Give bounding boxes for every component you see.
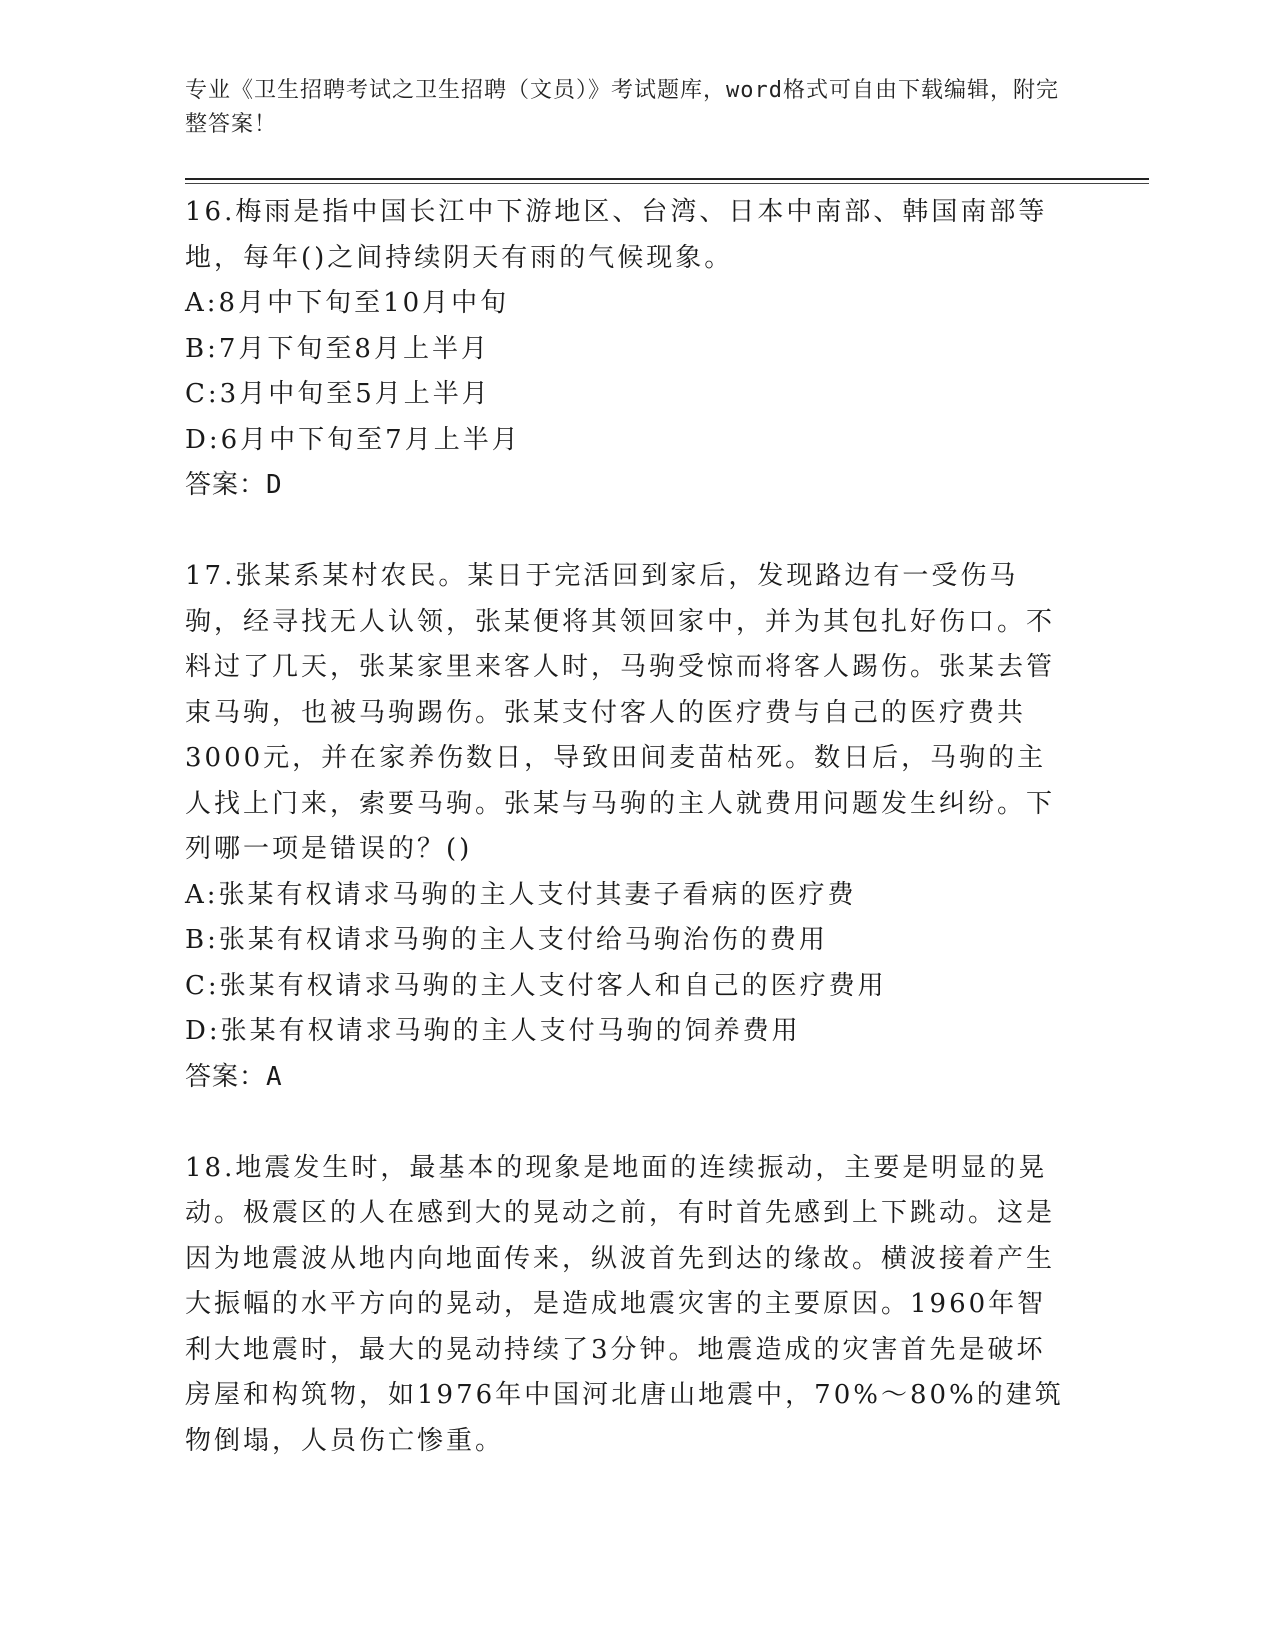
option-c: C:张某有权请求马驹的主人支付客人和自己的医疗费用 (185, 970, 887, 1001)
question-text: 16.梅雨是指中国长江中下游地区、台湾、日本中南部、韩国南部等地，每年()之间持续阴天有雨的气候现象。 (185, 197, 1048, 273)
option-c: C:3月中旬至5月上半月 (185, 379, 491, 409)
answer-line: 答案：A (185, 1061, 283, 1092)
option-d: D:张某有权请求马驹的主人支付马驹的饲养费用 (185, 1016, 801, 1046)
document-header: 专业《卫生招聘考试之卫生招聘（文员）》考试题库，word格式可自由下载编辑，附完整答案！ (185, 78, 1059, 137)
option-d: D:6月中下旬至7月上半月 (185, 424, 521, 455)
option-a: A:8月中下旬至10月中旬 (185, 288, 510, 318)
question-block-16 (185, 190, 1065, 509)
question-block-17 (185, 554, 1065, 1100)
question-text: 18.地震发生时，最基本的现象是地面的连续振动，主要是明显的晃动。极震区的人在感到大的晃动之前，有时首先感到上下跳动。这是因为地震波从地内向地面传来，纵波首先到达的缘故。横波接着产生大振幅的水平方向的晃动，是造成地震灾害的主要原因。1960年智利大地震时，最大的晃动持续了3分钟。地震造成的灾害首先是破坏房屋和构筑物，如1976年中国河北唐山地震中，70%～80%的建筑物倒塌，人员伤亡惨重。 (185, 1152, 1064, 1456)
answer-line: 答案：D (185, 470, 283, 500)
question-block-18 (185, 1146, 1065, 1465)
option-b: B:7月下旬至8月上半月 (185, 333, 490, 364)
header-divider-thin (185, 183, 1149, 184)
option-a: A:张某有权请求马驹的主人支付其妻子看病的医疗费 (185, 879, 857, 910)
spacer (185, 1100, 1065, 1146)
spacer (185, 509, 1065, 555)
header-divider-thick (185, 178, 1149, 180)
document-body (185, 190, 1065, 1464)
option-b: B:张某有权请求马驹的主人支付给马驹治伤的费用 (185, 925, 828, 955)
question-text: 17.张某系某村农民。某日于完活回到家后，发现路边有一受伤马驹，经寻找无人认领，张某便将其领回家中，并为其包扎好伤口。不料过了几天，张某家里来客人时，马驹受惊而将客人踢伤。张某去管束马驹，也被马驹踢伤。张某支付客人的医疗费与自己的医疗费共3000元，并在家养伤数日，导致田间麦苗枯死。数日后，马驹的主人找上门来，索要马驹。张某与马驹的主人就费用问题发生纠纷。下列哪一项是错误的？() (185, 561, 1056, 864)
